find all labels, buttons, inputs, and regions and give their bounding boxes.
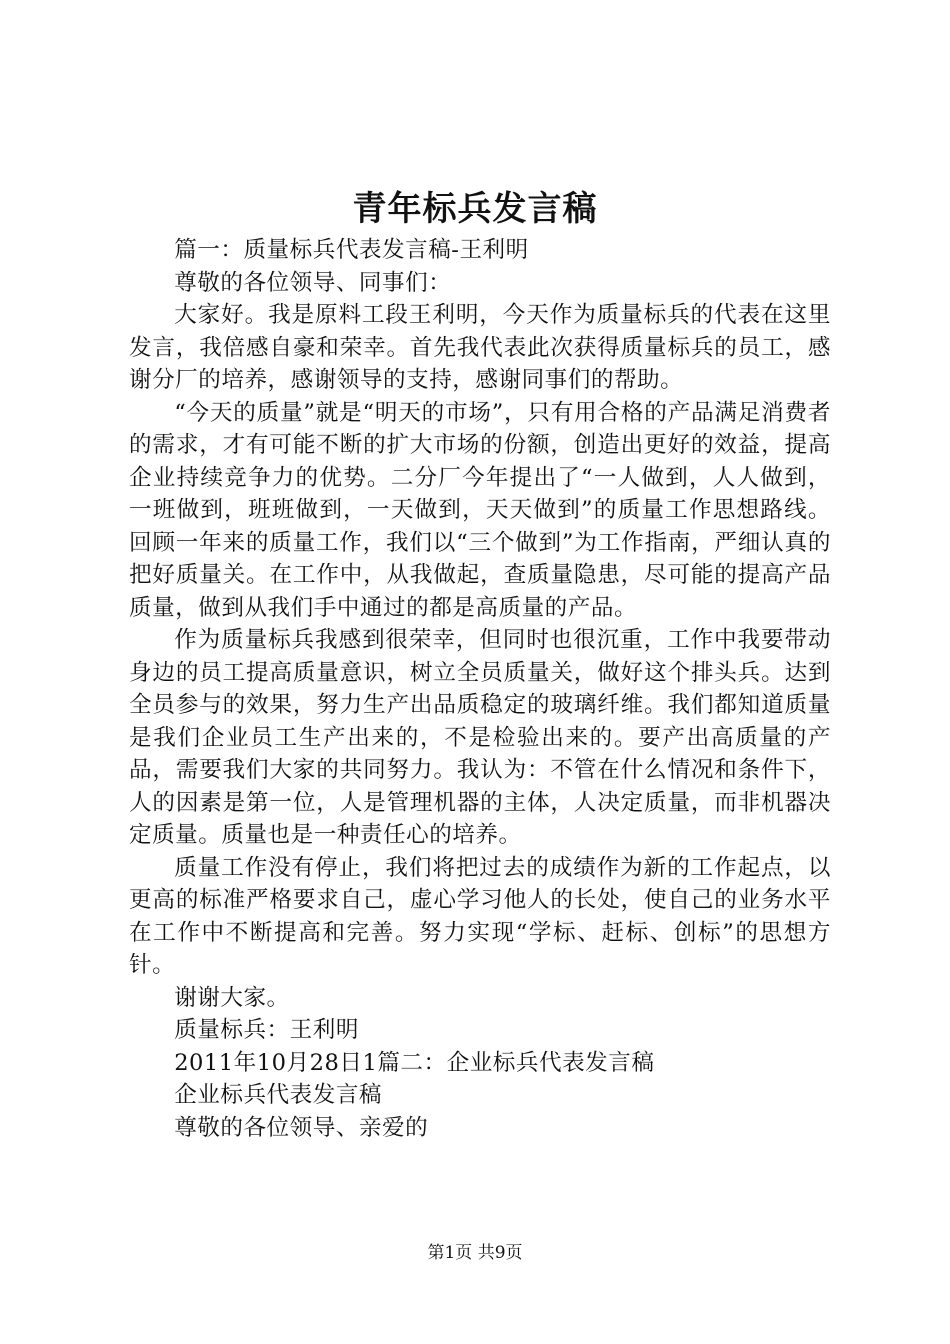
paragraph: 篇一：质量标兵代表发言稿-王利明 xyxy=(174,237,529,263)
paragraph: 质量工作没有停止，我们将把过去的成绩作为新的工作起点，以更高的标准严格要求自己，虚心学习他人的长处，使自己的业务水平在工作中不断提高和完善。努力实现“学标、赶标、创标”的思想方针。 xyxy=(129,854,831,978)
paragraph: 尊敬的各位领导、同事们： xyxy=(174,269,452,296)
paragraph: 大家好。我是原料工段王利明，今天作为质量标兵的代表在这里发言，我倍感自豪和荣幸。首先我代表此次获得质量标兵的员工，感谢分厂的培养，感谢领导的支持，感谢同事们的帮助。 xyxy=(129,302,831,393)
paragraph: 谢谢大家。 xyxy=(174,984,290,1011)
paragraph: 尊敬的各位领导、亲爱的 xyxy=(174,1114,429,1141)
paragraph: 作为质量标兵我感到很荣幸，但同时也很沉重，工作中我要带动身边的员工提高质量意识，树立全员质量关，做好这个排头兵。达到全员参与的效果，努力生产出品质稳定的玻璃纤维。我们都知道质量是我们企业员工生产出来的，不是检验出来的。要产出高质量的产品，需要我们大家的共同努力。我认为：不管在什么情况和条件下，人的因素是第一位，人是管理机器的主体，人决定质量，而非机器决定质量。质量也是一种责任心的培养。 xyxy=(129,627,831,848)
document-body xyxy=(129,234,831,1144)
paragraph: 2011年10月28日1篇二：企业标兵代表发言稿 xyxy=(174,1049,655,1076)
paragraph: 质量标兵：王利明 xyxy=(174,1017,359,1043)
document-title: 青年标兵发言稿 xyxy=(352,189,598,229)
paragraph: 企业标兵代表发言稿 xyxy=(174,1082,383,1108)
page-footer: 第1页 共9页 xyxy=(427,1243,523,1263)
paragraph: “今天的质量”就是“明天的市场”，只有用合格的产品满足消费者的需求，才有可能不断的扩大市场的份额，创造出更好的效益，提高企业持续竞争力的优势。二分厂今年提出了“一人做到，人人做到，一班做到，班班做到，一天做到，天天做到”的质量工作思想路线。回顾一年来的质量工作，我们以“三个做到”为工作指南，严细认真的把好质量关。在工作中，从我做起，查质量隐患，尽可能的提高产品质量，做到从我们手中通过的都是高质量的产品。 xyxy=(129,399,831,621)
